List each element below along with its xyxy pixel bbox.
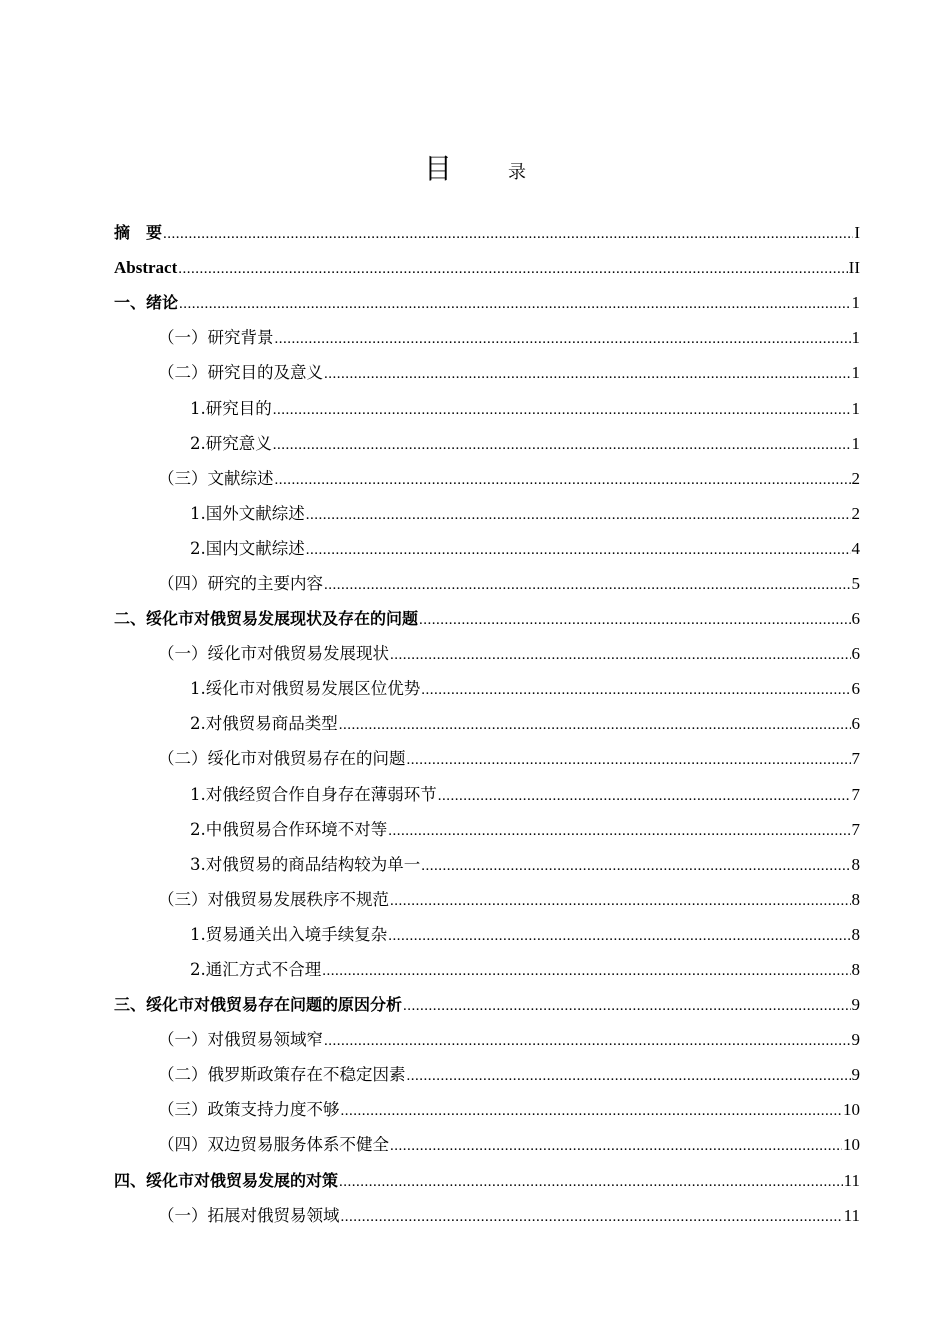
toc-entry-label: （三）文献综述 <box>158 468 274 488</box>
toc-entry-label: 2.对俄贸易商品类型 <box>190 714 338 734</box>
toc-entry-label: 1.国外文献综述 <box>190 503 305 523</box>
toc-entry-label: （三）政策支持力度不够 <box>158 1100 340 1120</box>
toc-entry-label: （二）研究目的及意义 <box>158 363 323 383</box>
toc-dot-leader <box>275 322 851 357</box>
toc-entry[interactable] <box>114 531 860 566</box>
toc-entry-page: 2 <box>851 468 860 488</box>
toc-entry-page: 8 <box>851 960 860 980</box>
toc-entry-label: 2.通汇方式不合理 <box>190 960 322 980</box>
toc-entry[interactable] <box>114 636 860 671</box>
toc-dot-leader <box>163 217 853 252</box>
toc-entry-page: 6 <box>851 714 860 734</box>
toc-entry[interactable] <box>114 215 860 250</box>
toc-entry-label: 1.绥化市对俄贸易发展区位优势 <box>190 679 421 699</box>
toc-entry[interactable] <box>114 285 860 320</box>
toc-dot-leader <box>390 638 851 673</box>
toc-entry[interactable] <box>114 461 860 496</box>
toc-entry-page: 10 <box>843 1135 860 1155</box>
toc-dot-leader <box>438 779 851 814</box>
table-of-contents <box>114 215 860 1233</box>
toc-entry[interactable] <box>114 812 860 847</box>
toc-entry-page: I <box>854 223 860 243</box>
toc-dot-leader <box>407 1059 851 1094</box>
toc-entry-page: 11 <box>843 1205 860 1225</box>
toc-entry-label: （二）俄罗斯政策存在不稳定因素 <box>158 1065 406 1085</box>
toc-entry-page: 1 <box>851 398 860 418</box>
toc-entry-page: 6 <box>851 609 860 629</box>
toc-entry-label: （三）对俄贸易发展秩序不规范 <box>158 889 389 909</box>
toc-entry-label: 三、绥化市对俄贸易存在问题的原因分析 <box>114 995 403 1015</box>
toc-entry[interactable] <box>114 1198 860 1233</box>
toc-dot-leader <box>421 673 850 708</box>
toc-dot-leader <box>388 919 850 954</box>
toc-entry-label: （一）绥化市对俄贸易发展现状 <box>158 644 389 664</box>
toc-entry[interactable] <box>114 847 860 882</box>
toc-dot-leader <box>341 1094 843 1129</box>
toc-entry[interactable] <box>114 917 860 952</box>
toc-entry[interactable] <box>114 1127 860 1162</box>
toc-dot-leader <box>421 849 850 884</box>
toc-entry[interactable] <box>114 882 860 917</box>
toc-dot-leader <box>324 1024 851 1059</box>
toc-entry-label: 1.贸易通关出入境手续复杂 <box>190 924 388 944</box>
toc-entry[interactable] <box>114 320 860 355</box>
toc-dot-leader <box>390 884 851 919</box>
toc-entry-page: 11 <box>843 1170 860 1190</box>
toc-entry-page: 8 <box>851 889 860 909</box>
toc-entry-page: 10 <box>843 1100 860 1120</box>
toc-entry-page: 8 <box>851 924 860 944</box>
toc-entry-label: （四）研究的主要内容 <box>158 573 323 593</box>
toc-entry[interactable] <box>114 671 860 706</box>
toc-entry-page: 2 <box>851 503 860 523</box>
toc-entry[interactable] <box>114 355 860 390</box>
toc-entry-page: II <box>848 258 860 278</box>
toc-entry[interactable] <box>114 390 860 425</box>
toc-dot-leader <box>322 954 850 989</box>
toc-entry[interactable] <box>114 250 860 285</box>
toc-entry-label: 二、绥化市对俄贸易发展现状及存在的问题 <box>114 609 419 629</box>
toc-entry-page: 8 <box>851 854 860 874</box>
toc-entry[interactable] <box>114 987 860 1022</box>
toc-entry-page: 7 <box>851 749 860 769</box>
toc-entry-page: 1 <box>851 363 860 383</box>
toc-entry-page: 7 <box>851 819 860 839</box>
toc-entry[interactable] <box>114 601 860 636</box>
toc-dot-leader <box>306 533 851 568</box>
toc-dot-leader <box>341 1200 843 1235</box>
toc-entry[interactable] <box>114 952 860 987</box>
toc-dot-leader <box>339 708 851 743</box>
title-sub: 录 <box>508 162 526 183</box>
toc-entry-label: 2.研究意义 <box>190 433 272 453</box>
toc-entry[interactable] <box>114 741 860 776</box>
toc-dot-leader <box>390 1129 842 1164</box>
toc-entry[interactable] <box>114 566 860 601</box>
toc-entry-label: （四）双边贸易服务体系不健全 <box>158 1135 389 1155</box>
toc-entry-page: 1 <box>851 433 860 453</box>
toc-entry-page: 5 <box>851 573 860 593</box>
toc-entry-page: 7 <box>851 784 860 804</box>
toc-entry[interactable] <box>114 777 860 812</box>
toc-dot-leader <box>324 568 851 603</box>
toc-entry[interactable] <box>114 496 860 531</box>
toc-entry-label: （一）拓展对俄贸易领域 <box>158 1205 340 1225</box>
toc-entry-label: 一、绪论 <box>114 293 179 313</box>
toc-entry[interactable] <box>114 1022 860 1057</box>
toc-entry-page: 9 <box>851 1030 860 1050</box>
toc-dot-leader <box>275 463 851 498</box>
page-title <box>0 147 950 187</box>
toc-entry-page: 1 <box>851 328 860 348</box>
toc-entry-page: 4 <box>851 538 860 558</box>
toc-entry-label: （一）研究背景 <box>158 328 274 348</box>
toc-dot-leader <box>407 743 851 778</box>
toc-entry-page: 9 <box>851 995 860 1015</box>
toc-dot-leader <box>178 252 847 287</box>
toc-entry-label: 2.中俄贸易合作环境不对等 <box>190 819 388 839</box>
toc-entry-label: 1.研究目的 <box>190 398 272 418</box>
toc-entry-label: 四、绥化市对俄贸易发展的对策 <box>114 1170 339 1190</box>
toc-entry[interactable] <box>114 426 860 461</box>
toc-entry[interactable] <box>114 1163 860 1198</box>
toc-dot-leader <box>403 989 850 1024</box>
toc-dot-leader <box>273 428 851 463</box>
toc-dot-leader <box>339 1165 843 1200</box>
toc-dot-leader <box>388 814 850 849</box>
toc-entry-page: 9 <box>851 1065 860 1085</box>
toc-entry-label: 3.对俄贸易的商品结构较为单一 <box>190 854 421 874</box>
toc-entry-page: 6 <box>851 644 860 664</box>
toc-dot-leader <box>179 287 850 322</box>
toc-entry-label: （二）绥化市对俄贸易存在的问题 <box>158 749 406 769</box>
toc-entry-label: Abstract <box>114 258 178 278</box>
toc-dot-leader <box>324 357 851 392</box>
toc-dot-leader <box>273 393 851 428</box>
toc-entry-label: 2.国内文献综述 <box>190 538 305 558</box>
toc-entry-label: （一）对俄贸易领域窄 <box>158 1030 323 1050</box>
toc-dot-leader <box>306 498 851 533</box>
toc-entry[interactable] <box>114 706 860 741</box>
toc-dot-leader <box>419 603 850 638</box>
toc-entry[interactable] <box>114 1092 860 1127</box>
toc-entry-label: 摘 要 <box>114 223 163 243</box>
toc-entry-label: 1.对俄经贸合作自身存在薄弱环节 <box>190 784 437 804</box>
toc-entry-page: 1 <box>851 293 860 313</box>
title-main: 目 <box>423 152 452 185</box>
toc-entry[interactable] <box>114 1057 860 1092</box>
toc-entry-page: 6 <box>851 679 860 699</box>
